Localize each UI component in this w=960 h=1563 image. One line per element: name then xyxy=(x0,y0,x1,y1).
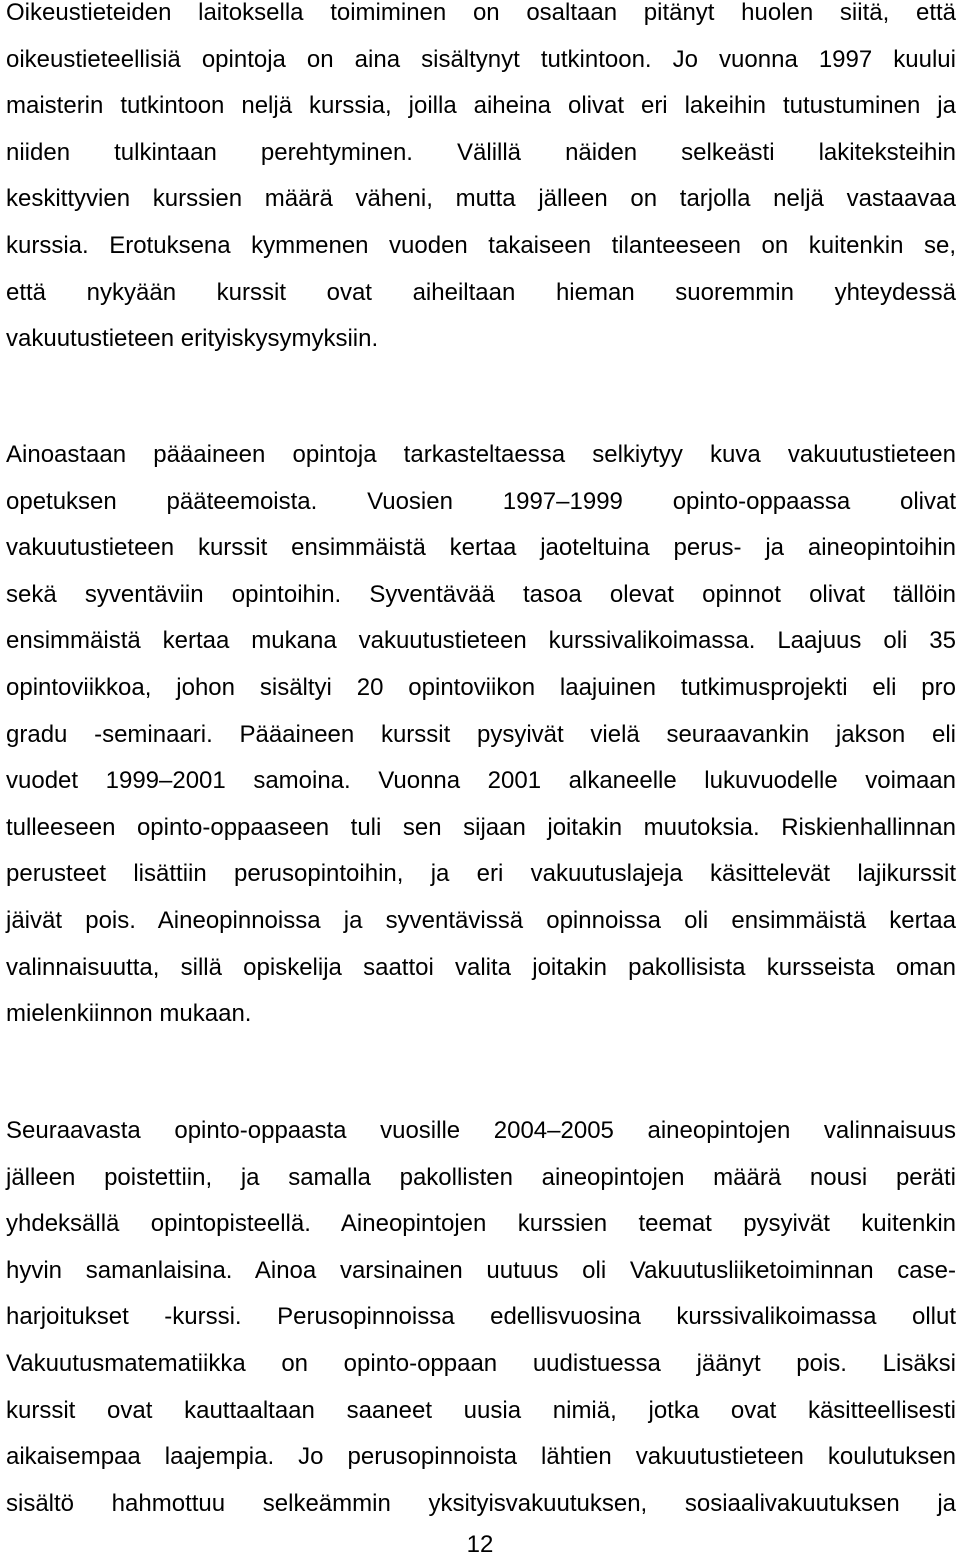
paragraph-line: jäivät pois. Aineopinnoissa ja syventävissä opinnoissa oli ensimmäistä kertaa xyxy=(6,906,956,934)
paragraph-line: gradu -seminaari. Pääaineen kurssit pysyivät vielä seuraavankin jakson eli xyxy=(6,720,956,748)
paragraph-1 xyxy=(6,0,956,363)
paragraph-line: perusteet lisättiin perusopintoihin, ja eri vakuutuslajeja käsittelevät lajikurssit xyxy=(6,860,956,888)
paragraph-line: ensimmäistä kertaa mukana vakuutustieteen kurssivalikoimassa. Laajuus oli 35 xyxy=(6,627,956,655)
paragraph-line: kurssia. Erotuksena kymmenen vuoden takaiseen tilanteeseen on kuitenkin se, xyxy=(6,231,956,259)
paragraph-line: sekä syventäviin opintoihin. Syventävää tasoa olevat opinnot olivat tällöin xyxy=(6,580,956,608)
paragraph-line: vuodet 1999–2001 samoina. Vuonna 2001 alkaneelle lukuvuodelle voimaan xyxy=(6,767,956,795)
page-number: 12 xyxy=(466,1531,494,1558)
paragraph-line: mielenkiinnon mukaan. xyxy=(6,1000,252,1028)
paragraph-line: vakuutustieteen kurssit ensimmäistä kertaa jaoteltuina perus- ja aineopintoihin xyxy=(6,534,956,562)
paragraph-line: Seuraavasta opinto-oppaasta vuosille 2004–2005 aineopintojen valinnaisuus xyxy=(6,1117,956,1144)
paragraph-line: oikeustieteellisiä opintoja on aina sisältynyt tutkintoon. Jo vuonna 1997 kuului xyxy=(6,45,956,73)
paragraph-line: niiden tulkintaan perehtyminen. Välillä näiden selkeästi lakiteksteihin xyxy=(6,138,956,166)
paragraph-line: valinnaisuutta, sillä opiskelija saattoi valita joitakin pakollisista kursseista oman xyxy=(6,953,956,981)
paragraph-line: Oikeustieteiden laitoksella toimiminen on osaltaan pitänyt huolen siitä, että xyxy=(6,0,956,26)
paragraph-line: tulleeseen opinto-oppaaseen tuli sen sijaan joitakin muutoksia. Riskienhallinnan xyxy=(6,813,956,841)
paragraph-line: harjoitukset -kurssi. Perusopinnoissa edellisvuosina kurssivalikoimassa ollut xyxy=(6,1303,956,1331)
paragraph-line: opetuksen pääteemoista. Vuosien 1997–1999 opinto-oppaassa olivat xyxy=(6,487,956,515)
paragraph-line: että nykyään kurssit ovat aiheiltaan hieman suoremmin yhteydessä xyxy=(6,278,956,306)
paragraph-2 xyxy=(6,432,956,1038)
paragraph-line: Ainoastaan pääaineen opintoja tarkasteltaessa selkiytyy kuva vakuutustieteen xyxy=(6,441,956,468)
paragraph-3 xyxy=(6,1108,956,1527)
paragraph-line: maisterin tutkintoon neljä kurssia, joilla aiheina olivat eri lakeihin tutustuminen ja xyxy=(6,92,956,120)
paragraph-line: kurssit ovat kauttaaltaan saaneet uusia nimiä, jotka ovat käsitteellisesti xyxy=(6,1396,956,1424)
paragraph-line: yhdeksällä opintopisteellä. Aineopintojen kurssien teemat pysyivät kuitenkin xyxy=(6,1210,956,1238)
paragraph-line: Vakuutusmatematiikka on opinto-oppaan uudistuessa jäänyt pois. Lisäksi xyxy=(6,1349,956,1377)
paragraph-line: aikaisempaa laajempia. Jo perusopinnoista lähtien vakuutustieteen koulutuksen xyxy=(6,1443,956,1471)
paragraph-line: opintoviikkoa, johon sisältyi 20 opintoviikon laajuinen tutkimusprojekti eli pro xyxy=(6,673,956,701)
paragraph-line: keskittyvien kurssien määrä väheni, mutta jälleen on tarjolla neljä vastaavaa xyxy=(6,185,956,213)
paragraph-line: jälleen poistettiin, ja samalla pakollisten aineopintojen määrä nousi peräti xyxy=(6,1163,956,1191)
paragraph-line: sisältö hahmottuu selkeämmin yksityisvakuutuksen, sosiaalivakuutuksen ja xyxy=(6,1489,956,1517)
paragraph-line: vakuutustieteen erityiskysymyksiin. xyxy=(6,325,379,353)
paragraph-line: hyvin samanlaisina. Ainoa varsinainen uutuus oli Vakuutusliiketoiminnan case- xyxy=(6,1256,956,1284)
